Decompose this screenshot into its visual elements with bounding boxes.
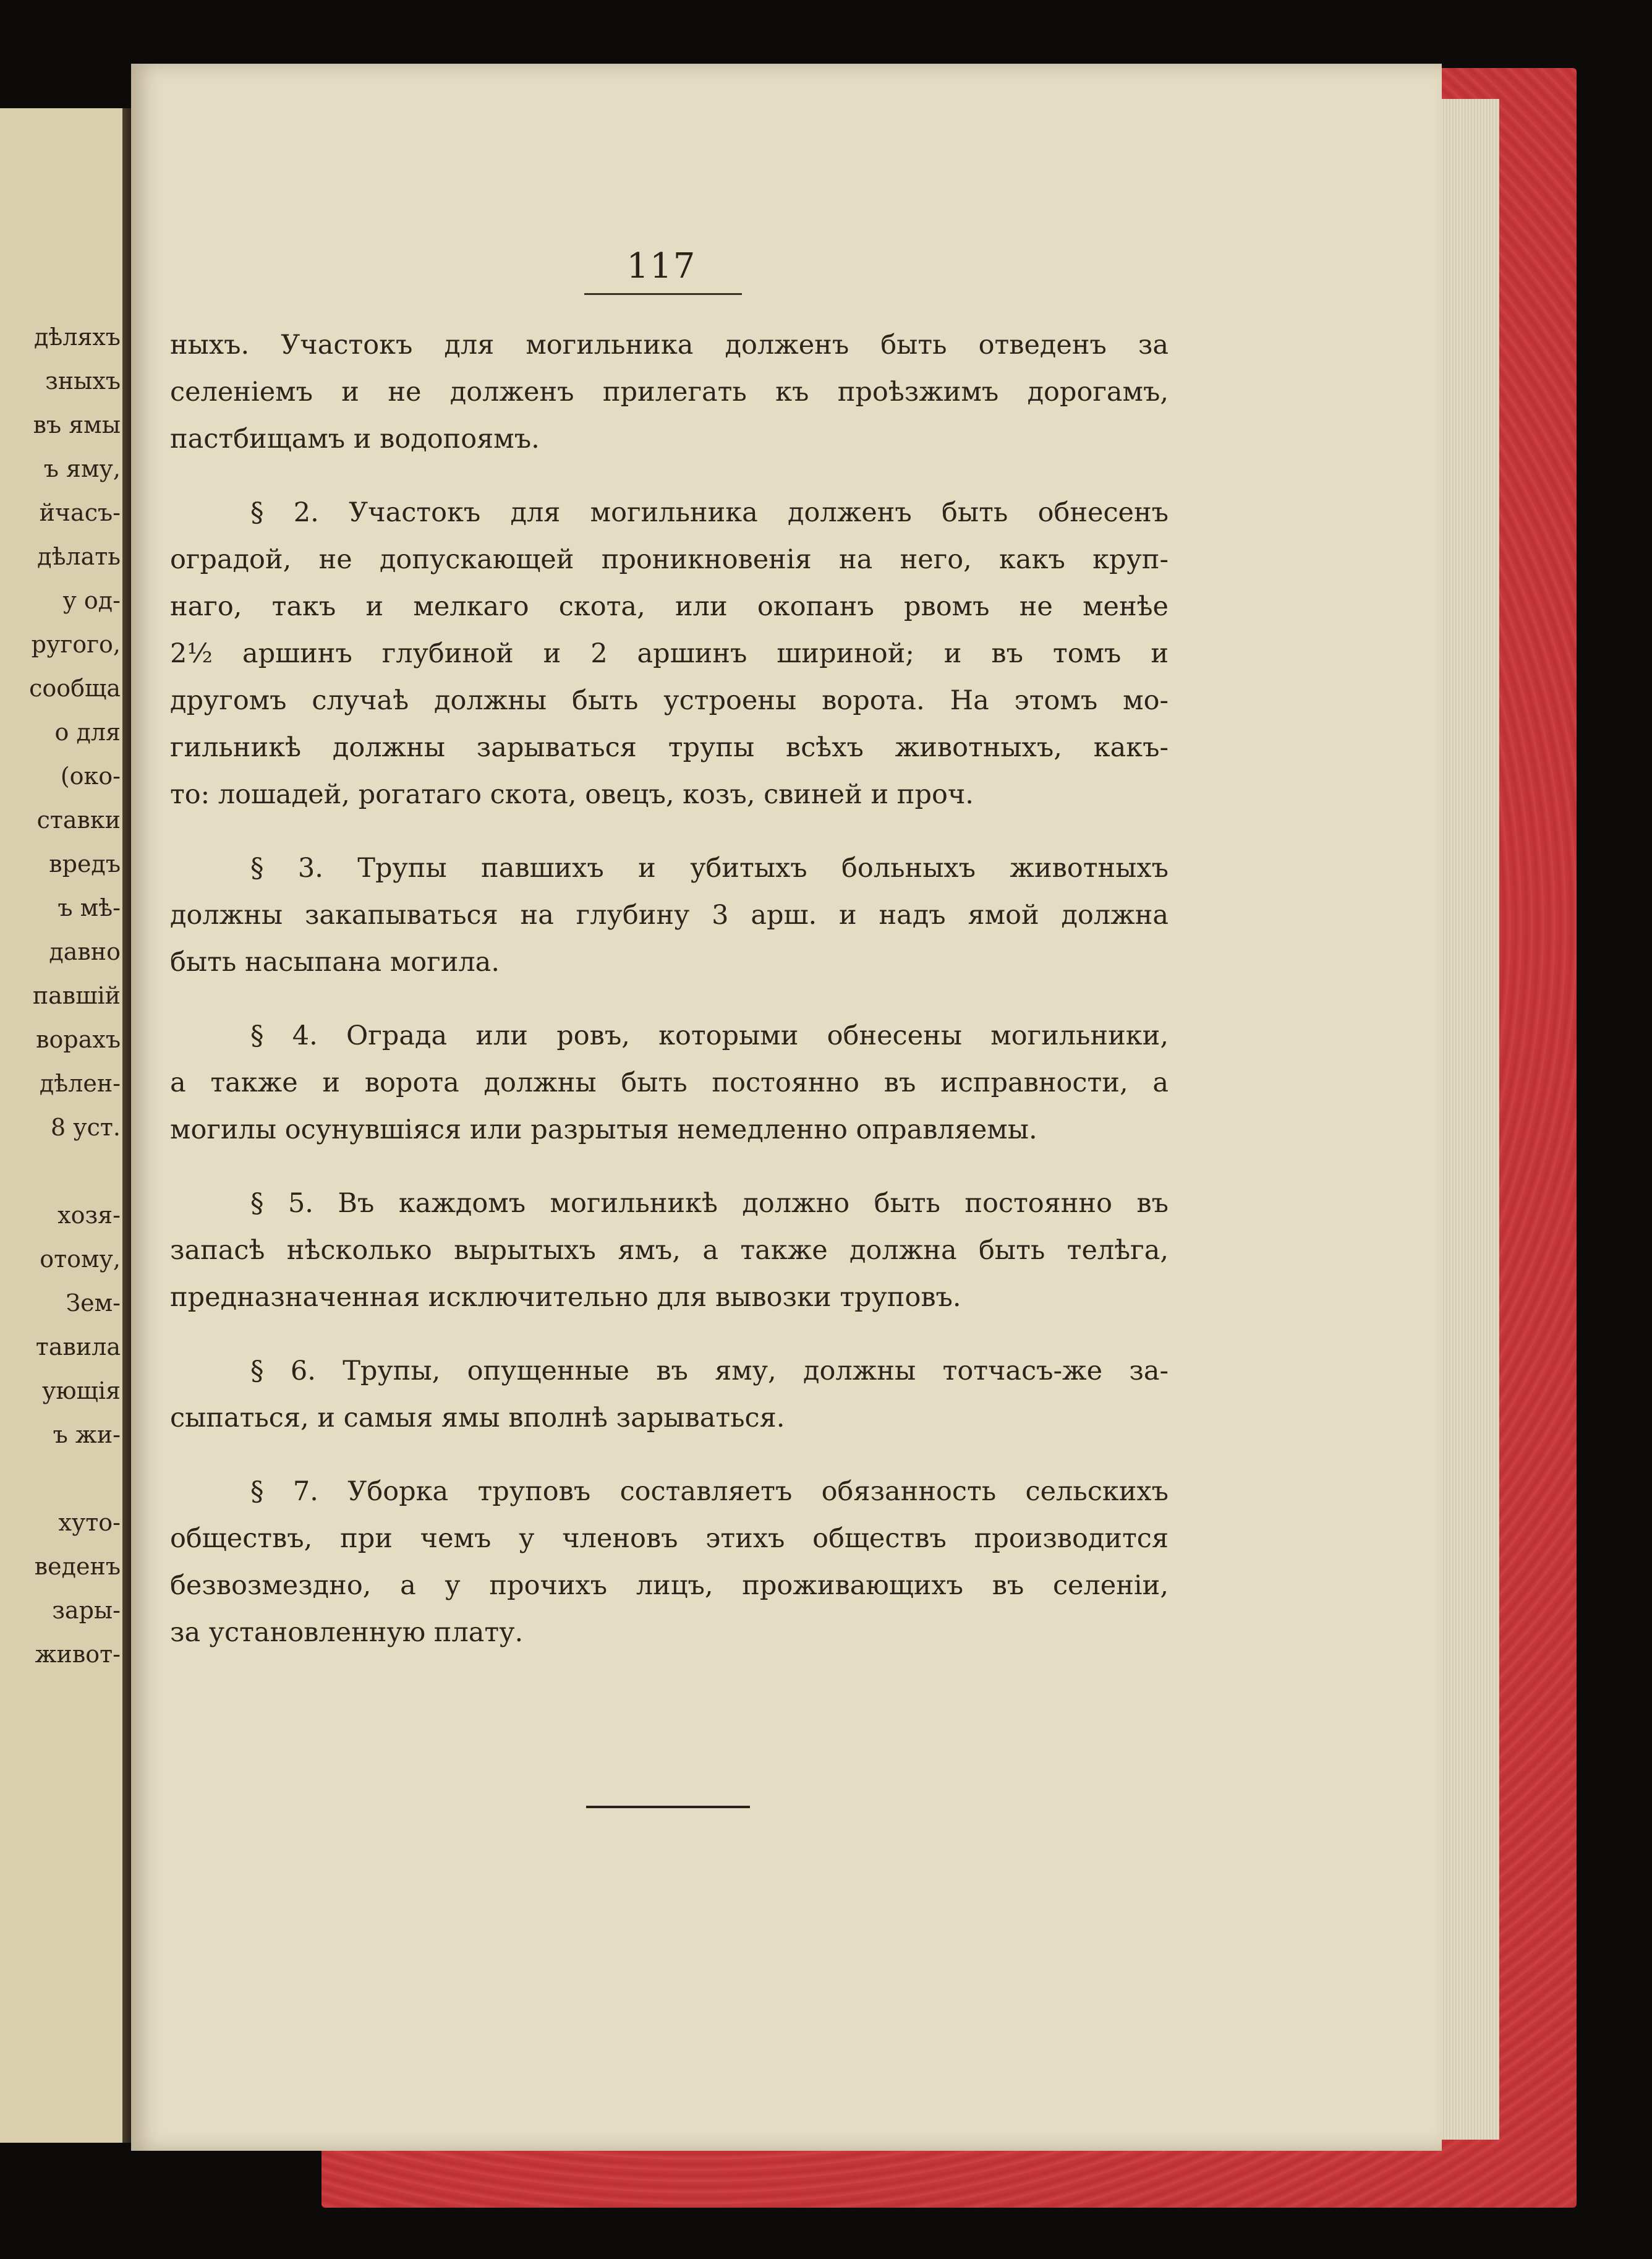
left-page-text bbox=[0, 315, 127, 1676]
left-page-line: давно bbox=[49, 938, 121, 965]
text-line: § 5. Въ каждомъ могильникѣ должно быть постоянно въ bbox=[250, 1188, 1169, 1219]
text-line: другомъ случаѣ должны быть устроены ворота. На этомъ мо- bbox=[170, 685, 1169, 716]
left-page-line: въ ямы bbox=[33, 411, 121, 438]
text-line: за установленную плату. bbox=[170, 1617, 524, 1648]
text-line: безвозмездно, а у прочихъ лицъ, проживающихъ въ селеніи, bbox=[170, 1570, 1169, 1601]
paragraph-gap bbox=[170, 1321, 1169, 1347]
left-page-line: веденъ bbox=[34, 1553, 121, 1580]
left-page-line: ворахъ bbox=[36, 1026, 121, 1053]
text-line: ныхъ. Участокъ для могильника долженъ быть отведенъ за bbox=[170, 330, 1169, 361]
paragraph-gap bbox=[170, 986, 1169, 1012]
text-line: оградой, не допускающей проникновенія на него, какъ круп- bbox=[170, 544, 1169, 575]
left-page-line: ъ жи- bbox=[53, 1421, 121, 1448]
left-page-line: тавила bbox=[35, 1333, 121, 1360]
paragraph-s5 bbox=[170, 1180, 1169, 1321]
left-page-line: 8 уст. bbox=[51, 1114, 121, 1141]
left-page-line: ругого, bbox=[31, 631, 121, 658]
left-page-line: зныхъ bbox=[45, 367, 121, 395]
page-number: 117 bbox=[626, 246, 697, 286]
end-rule bbox=[586, 1806, 750, 1808]
left-page-line: ставки bbox=[36, 806, 121, 834]
left-page-line: йчасъ- bbox=[39, 499, 121, 526]
paragraph-s3 bbox=[170, 845, 1169, 986]
text-line: селеніемъ и не долженъ прилегать къ проѣзжимъ дорогамъ, bbox=[170, 377, 1169, 408]
left-page-line: дѣлен- bbox=[39, 1070, 121, 1097]
paragraph-s2 bbox=[170, 489, 1169, 818]
text-line: § 3. Трупы павшихъ и убитыхъ больныхъ животныхъ bbox=[250, 853, 1169, 884]
text-line: сыпаться, и самыя ямы вполнѣ зарываться. bbox=[170, 1403, 785, 1433]
text-line: § 2. Участокъ для могильника долженъ быть обнесенъ bbox=[250, 497, 1169, 528]
left-page-line: отому, bbox=[40, 1245, 121, 1273]
left-page-line: живот- bbox=[35, 1641, 121, 1668]
paragraph-s6 bbox=[170, 1347, 1169, 1441]
paragraph-s4 bbox=[170, 1012, 1169, 1153]
left-page-line: сообща bbox=[29, 675, 121, 702]
left-page-line: у од- bbox=[62, 587, 121, 614]
paragraph-s7 bbox=[170, 1468, 1169, 1656]
left-page-line: (око- bbox=[60, 762, 121, 790]
paragraph-gap bbox=[170, 1441, 1169, 1468]
body-text bbox=[170, 322, 1169, 1656]
left-page-line: зары- bbox=[52, 1597, 121, 1624]
text-line: 2½ аршинъ глубиной и 2 аршинъ шириной; и въ томъ и bbox=[170, 638, 1169, 669]
left-page-line: ъ яму, bbox=[43, 455, 121, 482]
text-line: должны закапываться на глубину 3 арш. и надъ ямой должна bbox=[170, 900, 1169, 931]
left-page-line: дѣлать bbox=[37, 543, 121, 570]
left-page-line: ующія bbox=[42, 1377, 121, 1404]
left-page-line: ъ мѣ- bbox=[57, 894, 121, 921]
text-line: § 7. Уборка труповъ составляетъ обязанность сельскихъ bbox=[250, 1476, 1169, 1507]
text-line: обществъ, при чемъ у членовъ этихъ обществъ производится bbox=[170, 1523, 1169, 1554]
text-line: могилы осунувшіяся или разрытыя немедленно оправляемы. bbox=[170, 1114, 1037, 1145]
page-number-rule bbox=[584, 293, 742, 295]
left-page-line: хуто- bbox=[58, 1509, 121, 1536]
text-line: запасѣ нѣсколько вырытыхъ ямъ, а также должна быть телѣга, bbox=[170, 1235, 1169, 1266]
left-page-line bbox=[0, 1150, 127, 1194]
left-page-line: вредъ bbox=[49, 850, 121, 878]
left-page bbox=[0, 108, 127, 2143]
paragraph-gap bbox=[170, 818, 1169, 845]
text-line: быть насыпана могила. bbox=[170, 947, 500, 978]
text-line: гильникѣ должны зарываться трупы всѣхъ животныхъ, какъ- bbox=[170, 732, 1169, 763]
text-line: а также и ворота должны быть постоянно въ исправности, а bbox=[170, 1067, 1169, 1098]
left-page-line: Зем- bbox=[66, 1289, 121, 1317]
left-page-line: павшій bbox=[32, 982, 121, 1009]
text-line: § 4. Ограда или ровъ, которыми обнесены могильники, bbox=[250, 1020, 1169, 1051]
left-page-line bbox=[0, 1457, 127, 1501]
text-line: пастбищамъ и водопоямъ. bbox=[170, 424, 540, 455]
text-line: предназначенная исключительно для вывозки труповъ. bbox=[170, 1282, 961, 1313]
paragraph-gap bbox=[170, 463, 1169, 489]
left-page-line: о для bbox=[54, 719, 121, 746]
left-page-line: хозя- bbox=[57, 1202, 121, 1229]
text-line: наго, такъ и мелкаго скота, или окопанъ рвомъ не менѣе bbox=[170, 591, 1169, 622]
paragraph-intro bbox=[170, 322, 1169, 463]
text-line: § 6. Трупы, опущенные въ яму, должны тотчасъ-же за- bbox=[250, 1356, 1169, 1386]
left-page-line: дѣляхъ bbox=[33, 323, 121, 351]
text-line: то: лошадей, рогатаго скота, овецъ, козъ, свиней и проч. bbox=[170, 779, 974, 810]
paragraph-gap bbox=[170, 1153, 1169, 1180]
